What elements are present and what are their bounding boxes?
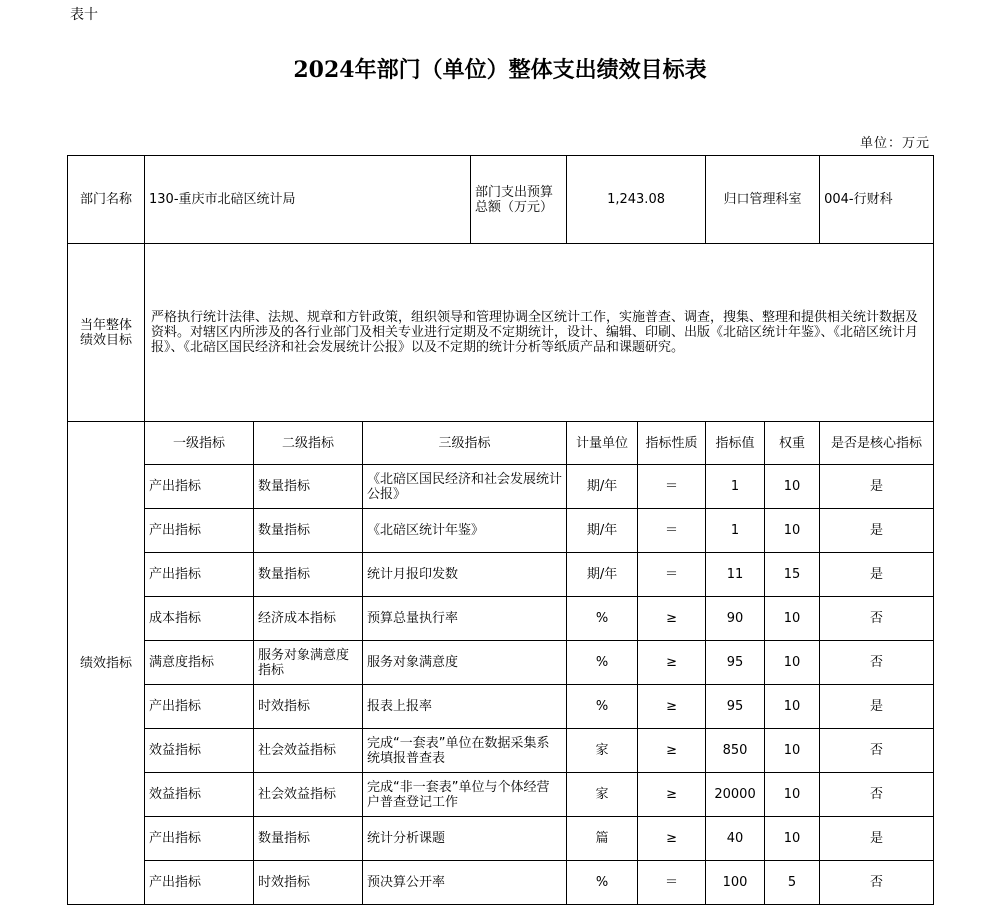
table-row <box>68 861 934 905</box>
header-weight: 权重 <box>765 422 820 465</box>
table-row <box>68 685 934 729</box>
dept-name-label: 部门名称 <box>68 156 145 244</box>
weight-cell: 10 <box>765 685 820 729</box>
indicator-header-row <box>68 422 934 465</box>
value-cell: 1 <box>706 465 765 509</box>
table-row <box>68 597 934 641</box>
nature-cell: ＝ <box>638 509 706 553</box>
level2-cell: 数量指标 <box>254 553 363 597</box>
goal-text: 严格执行统计法律、法规、规章和方针政策，组织领导和管理协调全区统计工作，实施普查、调查，搜集、整理和提供相关统计数据及资料。对辖区内所涉及的各行业部门及相关专业进行定期及不定期统计，设计、编辑、印刷、出版《北碚区统计年鉴》、《北碚区统计月报》、《北碚区国民经济和社会发展统计公报》以及不定期的统计分析等纸质产品和课题研究。 <box>145 244 934 422</box>
table-number: 表十 <box>70 7 98 23</box>
unit-cell: 期/年 <box>567 553 638 597</box>
value-cell: 100 <box>706 861 765 905</box>
weight-cell: 5 <box>765 861 820 905</box>
header-level2: 二级指标 <box>254 422 363 465</box>
level1-cell: 成本指标 <box>145 597 254 641</box>
core-cell: 是 <box>820 817 934 861</box>
value-cell: 1 <box>706 509 765 553</box>
level2-cell: 时效指标 <box>254 685 363 729</box>
table-row <box>68 773 934 817</box>
level1-cell: 产出指标 <box>145 817 254 861</box>
core-cell: 否 <box>820 861 934 905</box>
unit-cell: % <box>567 861 638 905</box>
weight-cell: 15 <box>765 553 820 597</box>
value-cell: 40 <box>706 817 765 861</box>
level3-cell: 预决算公开率 <box>363 861 567 905</box>
nature-cell: ≥ <box>638 641 706 685</box>
core-cell: 是 <box>820 685 934 729</box>
unit-cell: 期/年 <box>567 509 638 553</box>
goal-row <box>68 244 934 422</box>
weight-cell: 10 <box>765 465 820 509</box>
level1-cell: 产出指标 <box>145 685 254 729</box>
nature-cell: ≥ <box>638 729 706 773</box>
unit-cell: 家 <box>567 729 638 773</box>
table-row <box>68 817 934 861</box>
level2-cell: 时效指标 <box>254 861 363 905</box>
level2-cell: 数量指标 <box>254 817 363 861</box>
nature-cell: ≥ <box>638 597 706 641</box>
level3-cell: 《北碚区国民经济和社会发展统计公报》 <box>363 465 567 509</box>
header-value: 指标值 <box>706 422 765 465</box>
value-cell: 90 <box>706 597 765 641</box>
level2-cell: 社会效益指标 <box>254 773 363 817</box>
level1-cell: 产出指标 <box>145 553 254 597</box>
unit-cell: 篇 <box>567 817 638 861</box>
core-cell: 否 <box>820 729 934 773</box>
nature-cell: ≥ <box>638 817 706 861</box>
unit-cell: % <box>567 641 638 685</box>
value-cell: 850 <box>706 729 765 773</box>
weight-cell: 10 <box>765 773 820 817</box>
level1-cell: 产出指标 <box>145 861 254 905</box>
core-cell: 是 <box>820 509 934 553</box>
level2-cell: 社会效益指标 <box>254 729 363 773</box>
level1-cell: 产出指标 <box>145 509 254 553</box>
unit-cell: % <box>567 685 638 729</box>
performance-target-table <box>67 155 934 905</box>
office-value: 004-行财科 <box>820 156 934 244</box>
weight-cell: 10 <box>765 509 820 553</box>
level2-cell: 数量指标 <box>254 465 363 509</box>
unit-cell: % <box>567 597 638 641</box>
level3-cell: 统计分析课题 <box>363 817 567 861</box>
unit-label: 单位：万元 <box>859 136 930 151</box>
value-cell: 95 <box>706 641 765 685</box>
header-level3: 三级指标 <box>363 422 567 465</box>
level3-cell: 完成“一套表”单位在数据采集系统填报普查表 <box>363 729 567 773</box>
level3-cell: 《北碚区统计年鉴》 <box>363 509 567 553</box>
dept-name-value: 130-重庆市北碚区统计局 <box>145 156 471 244</box>
level1-cell: 产出指标 <box>145 465 254 509</box>
info-row <box>68 156 934 244</box>
nature-cell: ＝ <box>638 465 706 509</box>
office-label: 归口管理科室 <box>706 156 820 244</box>
goal-label: 当年整体绩效目标 <box>68 244 145 422</box>
header-nature: 指标性质 <box>638 422 706 465</box>
core-cell: 否 <box>820 641 934 685</box>
weight-cell: 10 <box>765 729 820 773</box>
table-row <box>68 729 934 773</box>
level3-cell: 预算总量执行率 <box>363 597 567 641</box>
page-title: 2024年部门（单位）整体支出绩效目标表 <box>293 57 707 83</box>
header-core: 是否是核心指标 <box>820 422 934 465</box>
table-row <box>68 509 934 553</box>
budget-value: 1,243.08 <box>567 156 706 244</box>
value-cell: 95 <box>706 685 765 729</box>
level1-cell: 满意度指标 <box>145 641 254 685</box>
unit-cell: 期/年 <box>567 465 638 509</box>
level2-cell: 经济成本指标 <box>254 597 363 641</box>
core-cell: 否 <box>820 773 934 817</box>
unit-cell: 家 <box>567 773 638 817</box>
core-cell: 是 <box>820 553 934 597</box>
value-cell: 20000 <box>706 773 765 817</box>
value-cell: 11 <box>706 553 765 597</box>
core-cell: 是 <box>820 465 934 509</box>
level2-cell: 服务对象满意度指标 <box>254 641 363 685</box>
core-cell: 否 <box>820 597 934 641</box>
table-row <box>68 553 934 597</box>
table-row <box>68 641 934 685</box>
header-unit: 计量单位 <box>567 422 638 465</box>
nature-cell: ≥ <box>638 773 706 817</box>
level1-cell: 效益指标 <box>145 773 254 817</box>
level1-cell: 效益指标 <box>145 729 254 773</box>
weight-cell: 10 <box>765 817 820 861</box>
level3-cell: 报表上报率 <box>363 685 567 729</box>
nature-cell: ＝ <box>638 553 706 597</box>
level3-cell: 服务对象满意度 <box>363 641 567 685</box>
level2-cell: 数量指标 <box>254 509 363 553</box>
weight-cell: 10 <box>765 641 820 685</box>
nature-cell: ＝ <box>638 861 706 905</box>
indicator-section-label: 绩效指标 <box>68 422 145 905</box>
level3-cell: 完成“非一套表”单位与个体经营户普查登记工作 <box>363 773 567 817</box>
level3-cell: 统计月报印发数 <box>363 553 567 597</box>
nature-cell: ≥ <box>638 685 706 729</box>
budget-label: 部门支出预算总额（万元） <box>471 156 567 244</box>
header-level1: 一级指标 <box>145 422 254 465</box>
weight-cell: 10 <box>765 597 820 641</box>
table-row <box>68 465 934 509</box>
